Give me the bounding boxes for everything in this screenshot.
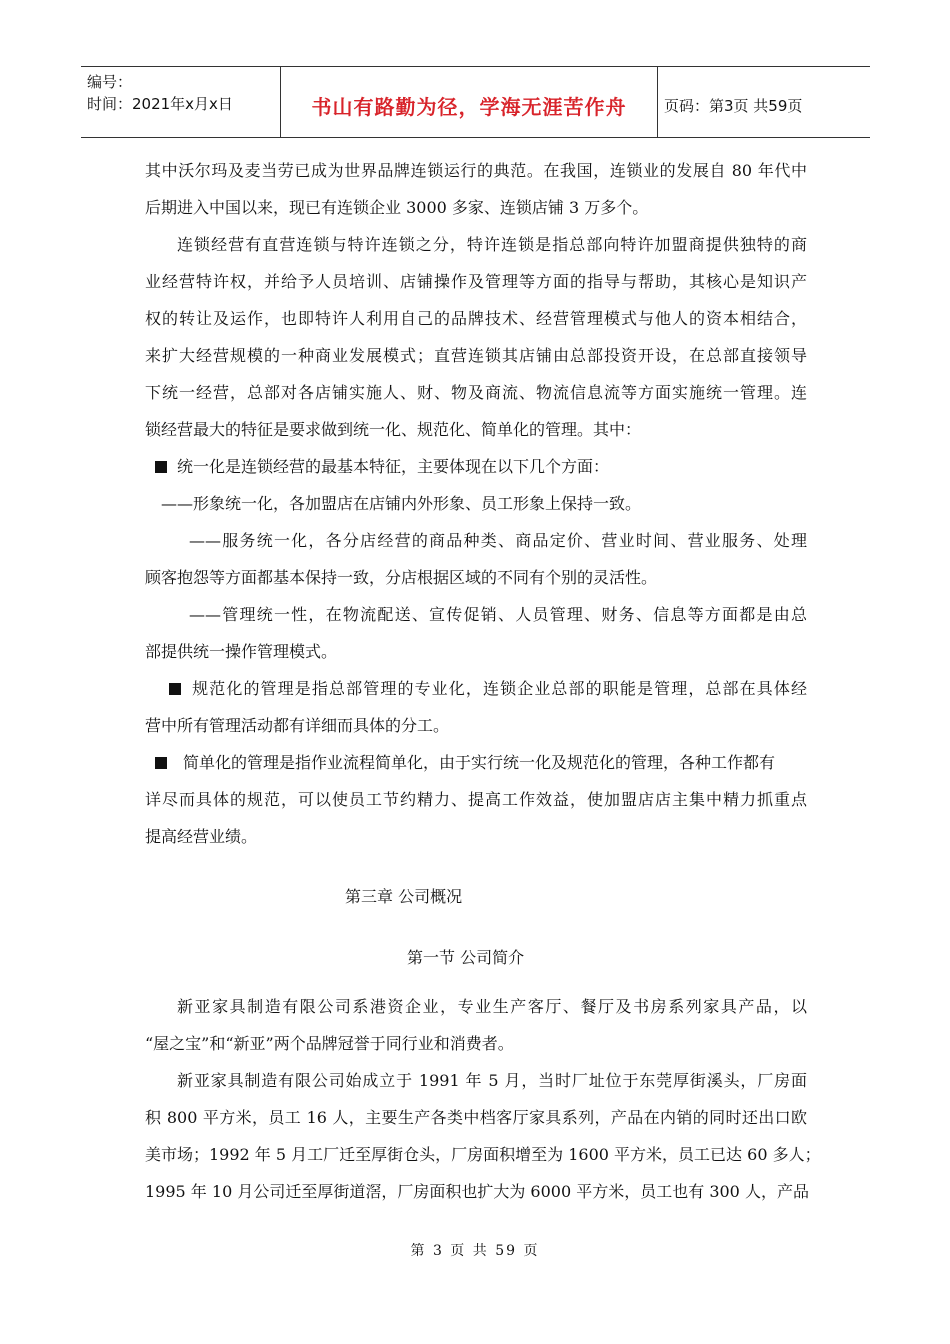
paragraph-line: 美市场；1992 年 5 月工厂迁至厚街仓头，厂房面积增至为 1600 平方米，员工已达 60 多人； (145, 1145, 821, 1164)
paragraph-line: ——管理统一性，在物流配送、宣传促销、人员管理、财务、信息等方面都是由总 (189, 605, 807, 624)
paragraph-line: ——形象统一化，各加盟店在店铺内外形象、员工形象上保持一致。 (161, 494, 642, 513)
square-bullet-icon (155, 461, 167, 473)
chapter-title: 第三章 公司概况 (345, 887, 463, 906)
doc-number-label: 编号： (87, 73, 133, 91)
company-intro (145, 988, 821, 1210)
header-motto: 书山有路勤为径，学海无涯苦作舟 (281, 67, 658, 137)
paragraph-line: 业经营特许权，并给予人员培训、店铺操作及管理等方面的指导与帮助，其核心是知识产 (145, 272, 807, 291)
paragraph-line: 营中所有管理活动都有详细而具体的分工。 (145, 716, 450, 735)
paragraph-line: 1995 年 10 月公司迁至厚街道滘，厂房面积也扩大为 6000 平方米，员工也有 300 人，产品 (145, 1182, 809, 1201)
bullet-text: 简单化的管理是指作业流程简单化，由于实行统一化及规范化的管理，各种工作都有 (183, 753, 776, 772)
bullet-item (145, 670, 807, 707)
square-bullet-icon (155, 757, 167, 769)
paragraph-line: 积 800 平方米，员工 16 人，主要生产各类中档客厅家具系列，产品在内销的同时还出口欧 (145, 1108, 807, 1127)
footer-page-number: 第 3 页 共 59 页 (410, 1243, 540, 1259)
paragraph-line: 权的转让及运作，也即特许人利用自己的品牌技术、经营管理模式与他人的资本相结合， (145, 309, 807, 328)
header-page-info: 页码：第3页 共59页 (664, 96, 803, 115)
bullet-item (145, 744, 807, 781)
paragraph-line: 来扩大经营规模的一种商业发展模式；直营连锁其店铺由总部投资开设，在总部直接领导 (145, 346, 807, 365)
paragraph-line: 新亚家具制造有限公司系港资企业，专业生产客厅、餐厅及书房系列家具产品，以 (177, 997, 807, 1016)
paragraph-line: 锁经营最大的特征是要求做到统一化、规范化、简单化的管理。其中： (145, 420, 642, 439)
page-header (81, 66, 870, 138)
document-body (145, 152, 807, 855)
bullet-item (155, 448, 807, 485)
square-bullet-icon (169, 683, 181, 695)
paragraph-line: 连锁经营有直营连锁与特许连锁之分，特许连锁是指总部向特许加盟商提供独特的商 (177, 235, 807, 254)
paragraph-line: 新亚家具制造有限公司始成立于 1991 年 5 月，当时厂址位于东莞厚街溪头，厂房面 (177, 1071, 807, 1090)
paragraph-line: ——服务统一化，各分店经营的商品种类、商品定价、营业时间、营业服务、处理 (189, 531, 807, 550)
paragraph-line: 部提供统一操作管理模式。 (145, 642, 338, 661)
section-title: 第一节 公司简介 (407, 948, 525, 967)
paragraph-line: 其中沃尔玛及麦当劳已成为世界品牌连锁运行的典范。在我国，连锁业的发展自 80 年代中 (145, 161, 807, 180)
bullet-text: 统一化是连锁经营的最基本特征，主要体现在以下几个方面： (177, 457, 610, 476)
header-meta (81, 67, 281, 137)
doc-date: 时间：2021年x月x日 (87, 95, 233, 113)
paragraph-line: 详尽而具体的规范，可以使员工节约精力、提高工作效益，使加盟店店主集中精力抓重点 (145, 790, 807, 809)
bullet-text: 规范化的管理是指总部管理的专业化，连锁企业总部的职能是管理，总部在具体经 (191, 679, 807, 698)
paragraph-line: 提高经营业绩。 (145, 827, 258, 846)
paragraph-line: 下统一经营，总部对各店铺实施人、财、物及商流、物流信息流等方面实施统一管理。连 (145, 383, 807, 402)
page-footer (0, 1240, 950, 1260)
paragraph-line: 后期进入中国以来，现已有连锁企业 3000 多家、连锁店铺 3 万多个。 (145, 198, 649, 217)
paragraph-line: “屋之宝”和“新亚”两个品牌冠誉于同行业和消费者。 (145, 1034, 514, 1053)
paragraph-line: 顾客抱怨等方面都基本保持一致，分店根据区域的不同有个别的灵活性。 (145, 568, 658, 587)
